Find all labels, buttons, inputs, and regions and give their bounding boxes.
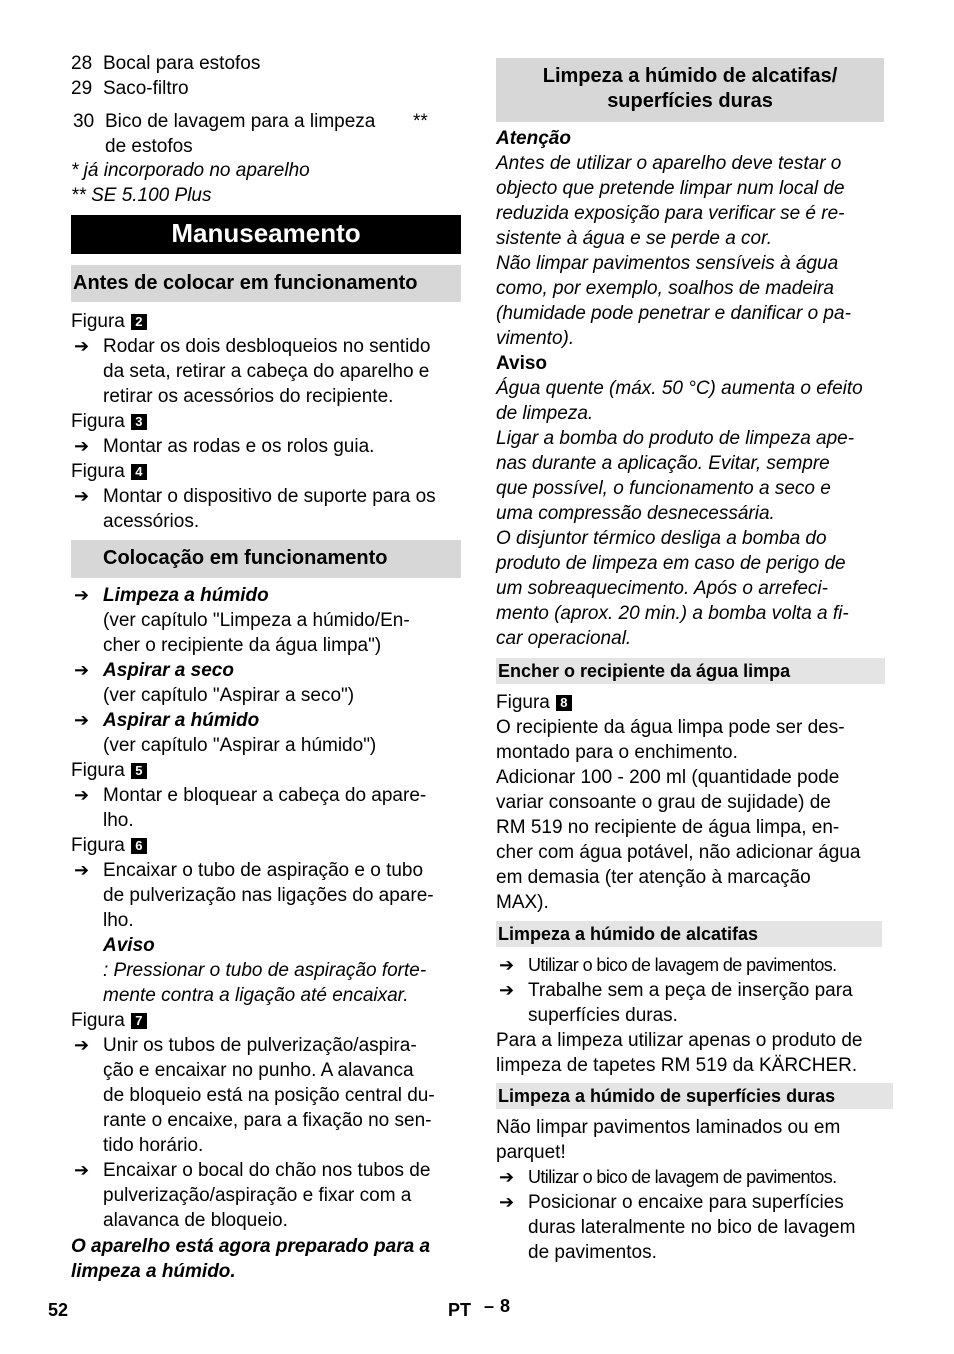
step-text: retirar os acessórios do recipiente. — [103, 386, 394, 407]
figure-number: 6 — [131, 838, 147, 854]
body-text: MAX). — [496, 892, 549, 913]
figure-ref: Figura 2 — [71, 309, 147, 334]
arrow-icon: ➔ — [499, 955, 515, 975]
step-text: de pavimentos. — [528, 1242, 657, 1263]
step-text: pulverização/aspiração e fixar com a — [103, 1185, 412, 1206]
atencao-text: vimento). — [496, 328, 575, 349]
figure-number: 3 — [131, 414, 147, 430]
step-text: de pulverização nas ligações do apare- — [103, 885, 434, 906]
aviso-label: Aviso — [496, 353, 548, 374]
arrow-icon: ➔ — [74, 860, 90, 880]
arrow-icon: ➔ — [499, 1192, 515, 1212]
step-text: ção e encaixar no punho. A alavanca — [103, 1060, 414, 1081]
atencao-text: reduzida exposição para verificar se é re- — [496, 203, 845, 224]
atencao-text: como, por exemplo, soalhos de madeira — [496, 278, 834, 299]
mode-ref: (ver capítulo "Aspirar a húmido") — [103, 735, 377, 756]
figure-ref: Figura 5 — [71, 758, 147, 783]
aviso-text: produto de limpeza em caso de perigo de — [496, 553, 846, 574]
body-text: montado para o enchimento. — [496, 742, 738, 763]
footnote: ** SE 5.100 Plus — [71, 185, 212, 206]
mode-title: Limpeza a húmido — [103, 585, 269, 606]
atencao-text: (humidade pode penetrar e danificar o pa- — [496, 303, 851, 324]
figure-ref: Figura 4 — [71, 459, 147, 484]
arrow-icon: ➔ — [74, 336, 90, 356]
atencao-label: Atenção — [496, 128, 571, 149]
figure-number: 7 — [131, 1013, 147, 1029]
arrow-icon: ➔ — [74, 710, 90, 730]
aviso-text: : Pressionar o tubo de aspiração forte- — [103, 960, 427, 981]
body-text: cher com água potável, não adicionar água — [496, 842, 861, 863]
list-item-text: Bocal para estofos — [103, 53, 261, 74]
figure-number: 5 — [131, 763, 147, 779]
mode-title: Aspirar a seco — [103, 660, 234, 681]
body-text: RM 519 no recipiente de água limpa, en- — [496, 817, 840, 838]
body-text: Não limpar pavimentos laminados ou em — [496, 1117, 841, 1138]
final-note: limpeza a húmido. — [71, 1261, 236, 1282]
atencao-text: objecto que pretende limpar num local de — [496, 178, 845, 199]
language-code: PT — [448, 1300, 472, 1320]
step-text: lho. — [103, 810, 134, 831]
page-number: 52 — [48, 1300, 69, 1320]
subsection-heading: Encher o recipiente da água limpa — [496, 658, 885, 684]
body-text: limpeza de tapetes RM 519 da KÄRCHER. — [496, 1055, 858, 1076]
step-text: Encaixar o tubo de aspiração e o tubo — [103, 860, 424, 881]
arrow-icon: ➔ — [74, 1035, 90, 1055]
aviso-text: mente contra a ligação até encaixar. — [103, 985, 409, 1006]
aviso-text: de limpeza. — [496, 403, 594, 424]
arrow-icon: ➔ — [74, 585, 90, 605]
body-text: Para a limpeza utilizar apenas o produto de — [496, 1030, 863, 1051]
step-text: Encaixar o bocal do chão nos tubos de — [103, 1160, 431, 1181]
step-text: superfícies duras. — [528, 1005, 678, 1026]
step-text: Posicionar o encaixe para superfícies — [528, 1192, 844, 1213]
figure-number: 8 — [556, 695, 572, 711]
step-text: alavanca de bloqueio. — [103, 1210, 288, 1231]
footnote: * já incorporado no aparelho — [71, 160, 310, 181]
step-text: Montar e bloquear a cabeça do apare- — [103, 785, 427, 806]
body-text: O recipiente da água limpa pode ser des- — [496, 717, 845, 738]
final-note: O aparelho está agora preparado para a — [71, 1236, 431, 1257]
list-item-text: Bico de lavagem para a limpeza — [105, 111, 376, 132]
list-item: 29 — [71, 78, 93, 99]
step-text: Montar as rodas e os rolos guia. — [103, 436, 375, 457]
section-heading: Antes de colocar em funcionamento — [71, 265, 461, 302]
footnote-mark: ** — [413, 111, 428, 132]
step-text: Trabalhe sem a peça de inserção para — [528, 980, 853, 1001]
arrow-icon: ➔ — [499, 980, 515, 1000]
step-text: Montar o dispositivo de suporte para os — [103, 486, 436, 507]
step-text: rante o encaixe, para a fixação no sen- — [103, 1110, 432, 1131]
step-text: Rodar os dois desbloqueios no sentido — [103, 336, 431, 357]
list-item-text: Saco-filtro — [103, 78, 189, 99]
figure-ref: Figura 7 — [71, 1008, 147, 1033]
step-text: tido horário. — [103, 1135, 204, 1156]
step-text: da seta, retirar a cabeça do aparelho e — [103, 361, 430, 382]
aviso-text: Ligar a bomba do produto de limpeza ape- — [496, 428, 855, 449]
mode-ref: (ver capítulo "Aspirar a seco") — [103, 685, 355, 706]
subsection-heading: Limpeza a húmido de alcatifas — [496, 921, 882, 947]
arrow-icon: ➔ — [74, 1160, 90, 1180]
body-text: em demasia (ter atenção à marcação — [496, 867, 811, 888]
step-text: de bloqueio está na posição central du- — [103, 1085, 435, 1106]
heading-line: superfícies duras — [607, 90, 773, 112]
aviso-text: O disjuntor térmico desliga a bomba do — [496, 528, 827, 549]
body-text: parquet! — [496, 1142, 566, 1163]
step-text: Unir os tubos de pulverização/aspira- — [103, 1035, 417, 1056]
arrow-icon: ➔ — [74, 486, 90, 506]
section-banner: Manuseamento — [71, 215, 461, 254]
section-heading: Colocação em funcionamento — [71, 540, 461, 578]
list-item-text: de estofos — [105, 136, 193, 157]
figure-number: 2 — [131, 314, 147, 330]
aviso-text: nas durante a aplicação. Evitar, sempre — [496, 453, 830, 474]
step-text: lho. — [103, 910, 134, 931]
section-page-number: 8 — [500, 1296, 511, 1316]
atencao-text: sistente à água e se perde a cor. — [496, 228, 773, 249]
aviso-text: car operacional. — [496, 628, 632, 649]
atencao-text: Não limpar pavimentos sensíveis à água — [496, 253, 839, 274]
list-item: 28 — [71, 53, 93, 74]
mode-ref: (ver capítulo "Limpeza a húmido/En- — [103, 610, 410, 631]
footer-separator: – — [484, 1296, 495, 1316]
body-text: variar consoante o grau de sujidade) de — [496, 792, 831, 813]
figure-ref: Figura 3 — [71, 409, 147, 434]
step-text: acessórios. — [103, 511, 200, 532]
aviso-text: um sobreaquecimento. Após o arrefeci- — [496, 578, 828, 599]
figure-ref: Figura 8 — [496, 690, 572, 715]
arrow-icon: ➔ — [74, 660, 90, 680]
figure-ref: Figura 6 — [71, 833, 147, 858]
step-text: duras lateralmente no bico de lavagem — [528, 1217, 856, 1238]
list-item: 30 — [73, 111, 95, 132]
arrow-icon: ➔ — [74, 785, 90, 805]
arrow-icon: ➔ — [499, 1167, 515, 1187]
step-text: Utilizar o bico de lavagem de pavimentos. — [528, 955, 837, 975]
aviso-text: uma compressão desnecessária. — [496, 503, 775, 524]
figure-number: 4 — [131, 464, 147, 480]
aviso-text: que possível, o funcionamento a seco e — [496, 478, 831, 499]
subsection-heading: Limpeza a húmido de superfícies duras — [496, 1083, 893, 1109]
section-heading — [496, 58, 884, 122]
mode-title: Aspirar a húmido — [103, 710, 260, 731]
arrow-icon: ➔ — [74, 436, 90, 456]
aviso-text: mento (aprox. 20 min.) a bomba volta a fi- — [496, 603, 849, 624]
heading-line: Limpeza a húmido de alcatifas/ — [542, 65, 838, 87]
step-text: Utilizar o bico de lavagem de pavimentos. — [528, 1167, 837, 1187]
body-text: Adicionar 100 - 200 ml (quantidade pode — [496, 767, 840, 788]
mode-ref: cher o recipiente da água limpa") — [103, 635, 382, 656]
aviso-label: Aviso — [103, 935, 155, 956]
atencao-text: Antes de utilizar o aparelho deve testar o — [496, 153, 842, 174]
aviso-text: Água quente (máx. 50 °C) aumenta o efeito — [496, 378, 863, 399]
